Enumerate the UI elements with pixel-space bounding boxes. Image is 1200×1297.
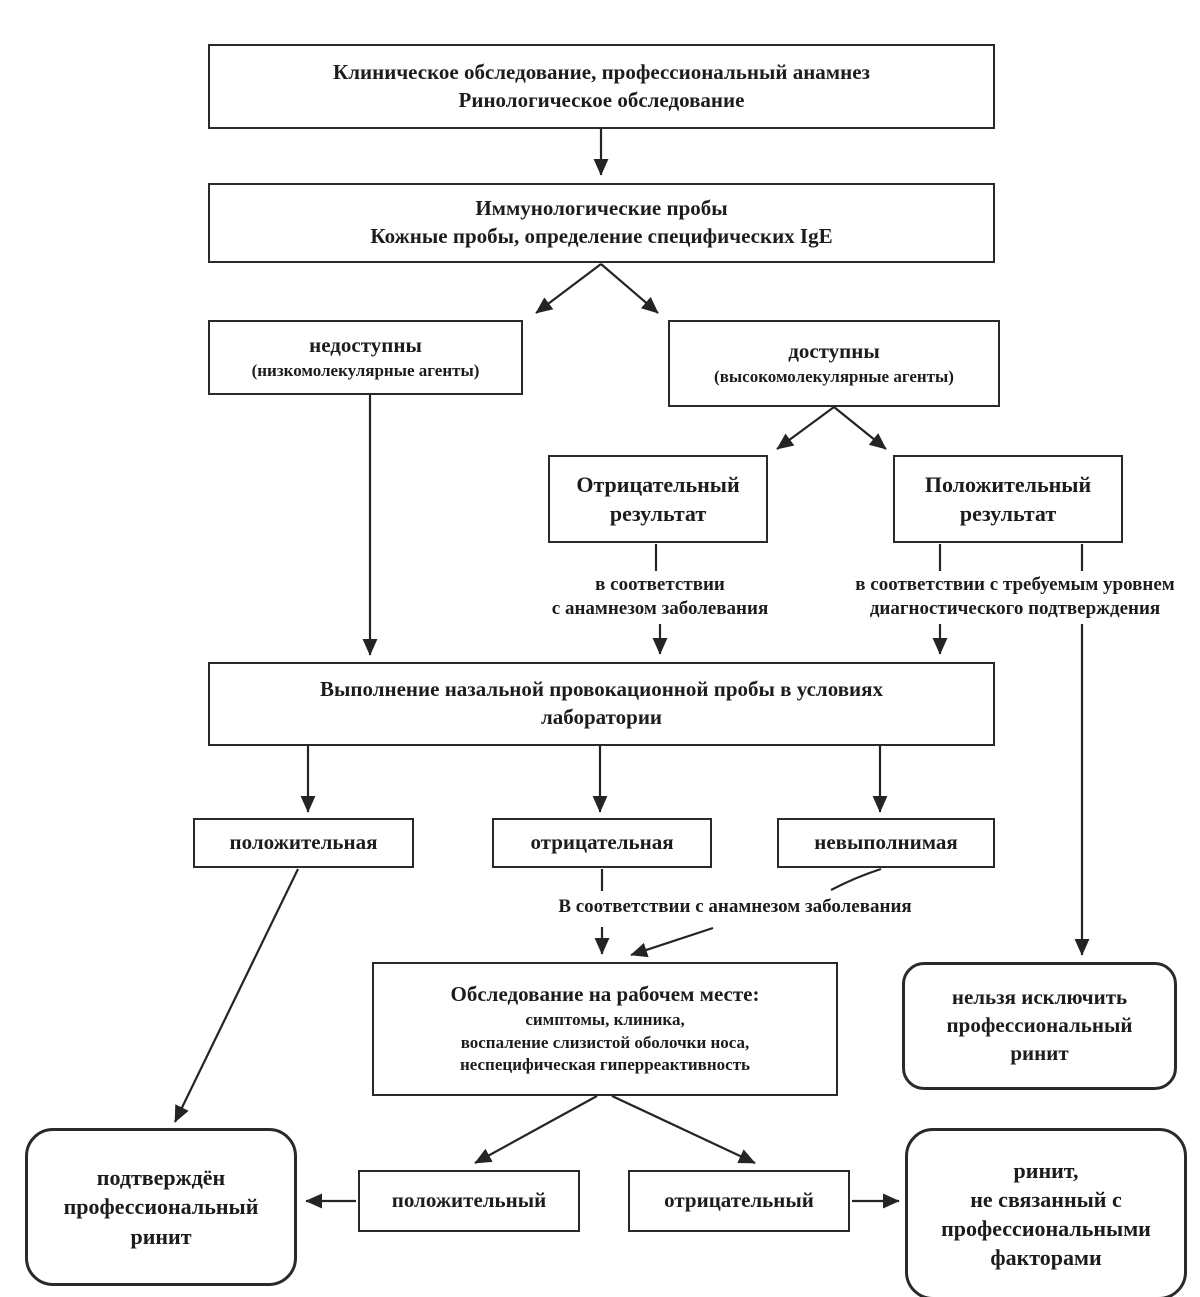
annotation-positive-condition: [845, 573, 1185, 621]
node-text-line: Выполнение назальной провокационной пробы в условиях: [320, 677, 883, 702]
node-title: недоступны: [309, 333, 422, 358]
node-immunological-tests: [208, 183, 995, 263]
annotation-line: в соответствии: [595, 574, 725, 595]
node-text-line: отрицательная: [530, 830, 674, 855]
node-text-line: профессиональными: [941, 1216, 1151, 1241]
node-text-line: воспаление слизистой оболочки носа,: [460, 1032, 750, 1052]
node-text-line: положительный: [391, 1188, 547, 1213]
node-title: доступны: [788, 339, 880, 364]
node-text-line: результат: [609, 501, 707, 526]
node-nasal-provocation-lab: [208, 662, 995, 746]
node-negative-result: [548, 455, 768, 543]
connector-available-to-negative-result: [777, 407, 834, 449]
node-test-positive: [193, 818, 414, 868]
node-text-line: Кожные пробы, определение специфических IgE: [370, 224, 833, 248]
annotation-negative-condition: [520, 573, 800, 621]
node-cannot-exclude-occupational-rhinitis: [902, 962, 1177, 1090]
node-text-line: лаборатории: [540, 705, 663, 729]
annotation-line: с анамнезом заболевания: [551, 597, 769, 619]
node-text-line: Иммунологические пробы: [475, 196, 728, 221]
connector-infeasible-to-workplace: [631, 928, 713, 955]
connector-immuno-to-available: [601, 264, 658, 313]
annotation-line: в соответствии с требуемым уровнем: [855, 574, 1175, 595]
node-text-line: Ринологическое обследование: [458, 87, 745, 112]
node-title: Обследование на рабочем месте:: [450, 982, 760, 1007]
node-workplace-examination: [372, 962, 838, 1096]
node-text-line: факторами: [990, 1245, 1102, 1271]
annotation-line: диагностического подтверждения: [869, 597, 1161, 619]
stub-test-infeasible-diagonal: [831, 869, 881, 890]
node-text-line: Положительный: [924, 471, 1092, 497]
connector-available-to-positive-result: [834, 407, 886, 449]
node-text-line: нельзя исключить: [951, 985, 1128, 1010]
node-test-infeasible: [777, 818, 995, 868]
node-rhinitis-not-occupational: [905, 1128, 1187, 1297]
node-text-line: Отрицательный: [576, 471, 740, 497]
node-text-line: подтверждён: [96, 1165, 226, 1191]
connector-test-positive-to-confirmed: [175, 869, 298, 1122]
node-tests-available: [668, 320, 1000, 407]
node-positive-result: [893, 455, 1123, 543]
annotation-mid-condition: [520, 895, 950, 919]
annotation-line: В соответствии с анамнезом заболевания: [558, 896, 912, 917]
node-text-line: отрицательный: [664, 1188, 814, 1213]
node-final-negative: [628, 1170, 850, 1232]
node-text-line: положительная: [229, 830, 378, 855]
node-text-line: Клиническое обследование, профессиональный анамнез: [333, 59, 870, 84]
node-text-line: неспецифическая гиперреактивность: [459, 1055, 751, 1075]
node-text-line: ринит: [130, 1223, 192, 1249]
node-clinical-examination: [208, 44, 995, 129]
node-subtitle: (низкомолекулярные агенты): [251, 361, 480, 381]
connector-immuno-to-unavailable: [536, 264, 601, 313]
node-tests-unavailable: [208, 320, 523, 395]
node-text-line: симптомы, клиника,: [525, 1010, 685, 1030]
node-text-line: ринит: [1010, 1040, 1069, 1065]
node-text-line: профессиональный: [946, 1013, 1133, 1038]
connector-workplace-to-final-negative: [612, 1096, 755, 1163]
node-confirmed-occupational-rhinitis: [25, 1128, 297, 1286]
node-text-line: ринит,: [1013, 1157, 1079, 1183]
node-text-line: профессиональный: [63, 1194, 259, 1220]
node-subtitle: (высокомолекулярные агенты): [714, 367, 954, 387]
connector-workplace-to-final-positive: [475, 1096, 597, 1163]
node-test-negative: [492, 818, 712, 868]
node-final-positive: [358, 1170, 580, 1232]
node-text-line: невыполнимая: [814, 830, 958, 855]
node-text-line: результат: [959, 501, 1057, 526]
node-text-line: не связанный с: [970, 1186, 1122, 1212]
